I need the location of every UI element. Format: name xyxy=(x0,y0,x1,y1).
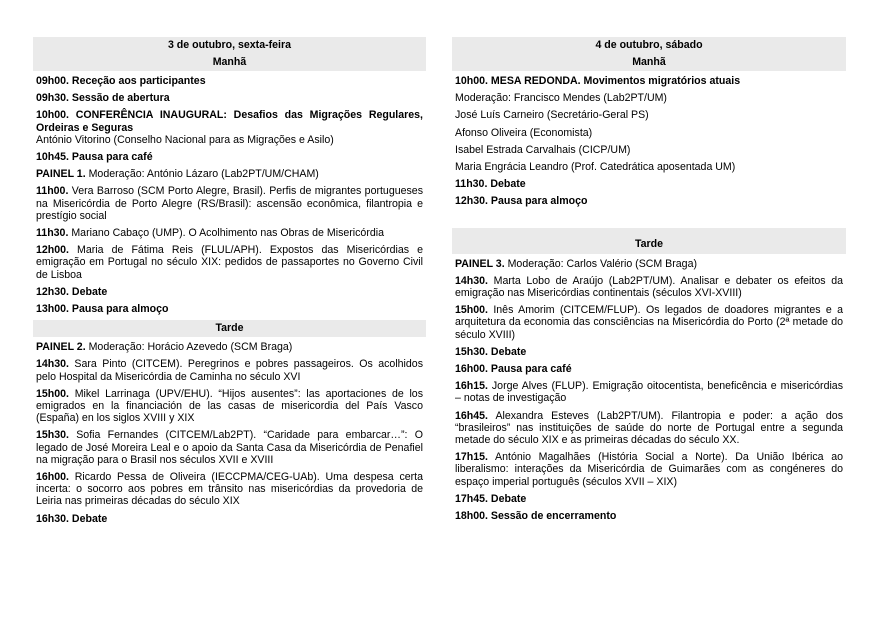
entry-time: 09h00. Receção aos participantes xyxy=(36,75,206,87)
entry-time: 16h00. Pausa para café xyxy=(455,363,572,376)
schedule-entry xyxy=(455,346,843,358)
afternoon-schedule xyxy=(452,258,846,523)
entry-text: Inês Amorim (CITCEM/FLUP). Os legados de doadores migrantes e a arquitetura da economia das consciências na Misericórdia do Porto (2ª metade do século XVIII) xyxy=(455,304,843,341)
entry-text: Vera Barroso (SCM Porto Alegre, Brasil). Perfis de migrantes portugueses na Misericórdia de Porto Alegre (RS/Brasil): ascensão econômica, filantropia e prestígio social xyxy=(36,185,423,222)
schedule-entry xyxy=(455,258,843,270)
entry-text: António Magalhães (História Social a Norte). Da União Ibérica ao liberalismo: interações da Misericórdia de Guimarães com as congéneres do espaço imperial português (séculos XVII – XIX) xyxy=(455,451,843,488)
entry-time: 15h00. xyxy=(36,387,69,400)
schedule-entry xyxy=(455,195,843,207)
entry-time: 14h30. xyxy=(455,274,488,287)
schedule-entry xyxy=(455,161,843,173)
entry-time: 16h15. xyxy=(455,380,488,393)
schedule-entry xyxy=(36,244,423,281)
entry-time: 15h30. Debate xyxy=(455,345,527,358)
schedule-entry xyxy=(36,358,423,382)
entry-time: 15h30. xyxy=(36,429,69,442)
entry-time: 13h00. Pausa para almoço xyxy=(36,303,169,316)
entry-text: Afonso Oliveira (Economista) xyxy=(455,126,593,139)
schedule-entry xyxy=(455,127,843,139)
entry-time: PAINEL 3. xyxy=(455,257,505,270)
afternoon-header: Tarde xyxy=(452,228,846,254)
entry-time: 12h30. Debate xyxy=(36,285,108,298)
entry-time: 10h00. CONFERÊNCIA INAUGURAL: Desafios das Migrações Regulares, Ordeiras e Seguras xyxy=(36,109,423,134)
entry-time: PAINEL 1. xyxy=(36,168,86,181)
afternoon-header: Tarde xyxy=(33,320,426,337)
entry-text: Marta Lobo de Araújo (Lab2PT/UM). Analisar e debater os efeitos da emigração nas Misericórdias continentais (séculos XVI-XVIII) xyxy=(455,274,843,300)
entry-text: Alexandra Esteves (Lab2PT/UM). Filantropia e poder: a ação dos “brasileiros” nas instituições de saúde do norte de Portugal entre a segunda metade do século XIX e as primeiras décadas do século XX. xyxy=(455,409,843,447)
schedule-entry xyxy=(455,144,843,156)
entry-time: 11h30. xyxy=(36,227,69,240)
schedule-entry xyxy=(455,451,843,488)
schedule-entry xyxy=(36,109,423,146)
entry-time: 15h00. xyxy=(455,304,488,317)
entry-text: Mariano Cabaço (UMP). O Acolhimento nas Obras de Misericórdia xyxy=(68,227,384,240)
day-column-friday xyxy=(33,37,426,530)
entry-text: José Luís Carneiro (Secretário-Geral PS) xyxy=(455,109,649,122)
schedule-entry xyxy=(455,178,843,190)
schedule-entry xyxy=(455,75,843,87)
entry-time: 17h45. Debate xyxy=(455,492,527,505)
day-title: 3 de outubro, sexta-feira xyxy=(33,37,426,54)
schedule-entry xyxy=(455,363,843,375)
entry-time: 10h00. MESA REDONDA. Movimentos migratórios atuais xyxy=(455,75,741,87)
entry-time: 09h30. Sessão de abertura xyxy=(36,92,170,105)
entry-text: Moderação: Horácio Azevedo (SCM Braga) xyxy=(85,341,293,354)
schedule-entry xyxy=(36,151,423,163)
entry-time: 11h30. Debate xyxy=(455,178,526,191)
entry-time: 12h00. xyxy=(36,244,69,257)
schedule-entry xyxy=(36,471,423,508)
schedule-entry xyxy=(36,168,423,180)
entry-text: Ricardo Pessa de Oliveira (IECCPMA/CEG-UAb). Uma despesa certa incerta: o socorro aos pobres em trânsito nas misericórdias da provedoria de Leiria nas primeiras décadas do século XIX xyxy=(36,471,423,508)
day-title: 4 de outubro, sábado xyxy=(452,37,846,54)
morning-header: Manhã xyxy=(452,54,846,71)
entry-time: 14h30. xyxy=(36,358,69,371)
entry-time: 12h30. Pausa para almoço xyxy=(455,195,588,208)
entry-text: Mikel Larrinaga (UPV/EHU). “Hijos ausentes”: las aportaciones de los emigrados en la financiación de las casas de misericordia del País Vasco (España) en los siglos XVIII y XIX xyxy=(36,387,423,425)
schedule-entry xyxy=(455,92,843,104)
entry-text: Sara Pinto (CITCEM). Peregrinos e pobres passageiros. Os acolhidos pelo Hospital da Misericórdia de Caminha no século XVI xyxy=(36,358,423,383)
entry-time: 10h45. Pausa para café xyxy=(36,151,153,164)
schedule-entry xyxy=(36,513,423,525)
entry-time: PAINEL 2. xyxy=(36,341,86,354)
entry-text: Maria Engrácia Leandro (Prof. Catedrática aposentada UM) xyxy=(455,161,736,174)
schedule-entry xyxy=(455,304,843,341)
entry-speaker: António Vitorino (Conselho Nacional para as Migrações e Asilo) xyxy=(36,133,334,146)
morning-schedule xyxy=(33,75,426,315)
afternoon-schedule xyxy=(33,341,426,525)
section-spacer xyxy=(452,213,846,228)
morning-header: Manhã xyxy=(33,54,426,71)
schedule-entry xyxy=(455,410,843,447)
entry-text: Jorge Alves (FLUP). Emigração oitocentista, beneficência e misericórdias – notas de investigação xyxy=(455,380,843,405)
entry-text: Maria de Fátima Reis (FLUL/APH). Expostos das Misericórdias e emigração em Portugal no século XIX: pedidos de passaportes no Governo Civil de Lisboa xyxy=(36,244,423,281)
schedule-entry xyxy=(455,109,843,121)
entry-time: 18h00. Sessão de encerramento xyxy=(455,510,617,523)
entry-time: 17h15. xyxy=(455,451,488,464)
entry-time: 16h45. xyxy=(455,409,488,422)
schedule-entry xyxy=(36,92,423,104)
entry-time: 11h00. xyxy=(36,185,69,198)
schedule-entry xyxy=(36,227,423,239)
entry-text: Moderação: Carlos Valério (SCM Braga) xyxy=(504,257,697,270)
schedule-entry xyxy=(455,380,843,404)
schedule-entry xyxy=(36,286,423,298)
entry-text: Moderação: Francisco Mendes (Lab2PT/UM) xyxy=(455,92,667,105)
entry-text: Isabel Estrada Carvalhais (CICP/UM) xyxy=(455,143,631,156)
entry-time: 16h00. xyxy=(36,471,69,484)
day-column-saturday xyxy=(452,37,846,527)
schedule-entry xyxy=(36,388,423,425)
schedule-entry xyxy=(455,275,843,299)
schedule-entry xyxy=(36,303,423,315)
schedule-entry xyxy=(36,185,423,222)
morning-schedule xyxy=(452,75,846,208)
entry-text: Moderação: António Lázaro (Lab2PT/UM/CHAM) xyxy=(85,168,319,181)
schedule-entry xyxy=(36,429,423,466)
entry-time: 16h30. Debate xyxy=(36,512,108,525)
schedule-entry xyxy=(455,493,843,505)
entry-text: Sofia Fernandes (CITCEM/Lab2PT). “Caridade para embarcar…”: O legado de José Moreira Leal e o apoio da Santa Casa da Misericórdia de Penafiel na migração para o Brasil nos séculos XVII e XVIII xyxy=(36,429,423,466)
schedule-entry xyxy=(455,510,843,522)
schedule-entry xyxy=(36,341,423,353)
schedule-entry xyxy=(36,75,423,87)
